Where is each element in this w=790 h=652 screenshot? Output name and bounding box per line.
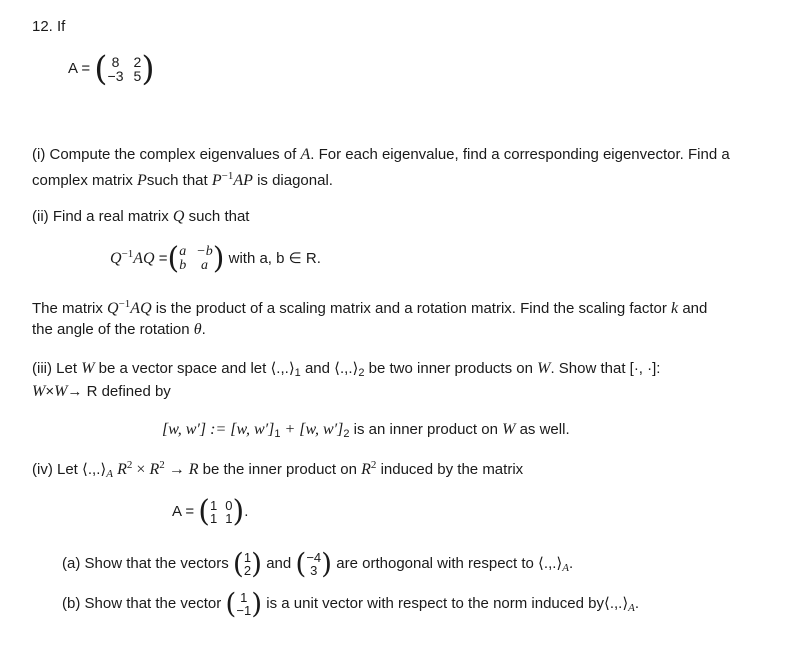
text: (ii) Find a real matrix bbox=[32, 208, 173, 225]
part-i-line-1 bbox=[32, 146, 730, 164]
text: such that bbox=[146, 172, 212, 189]
matrix-A2-cell: 1 bbox=[225, 511, 233, 526]
part-b bbox=[62, 587, 640, 620]
subscript: 1 bbox=[294, 367, 301, 379]
text: and bbox=[262, 554, 296, 572]
text: are orthogonal with respect to ⟨.,.⟩ bbox=[332, 554, 563, 572]
subscript: 2 bbox=[343, 428, 350, 440]
exponent: 2 bbox=[159, 459, 165, 471]
text: (a) Show that the vectors bbox=[62, 554, 233, 572]
text: such that bbox=[184, 208, 250, 225]
text: → bbox=[164, 461, 189, 478]
text: the angle of the rotation bbox=[32, 321, 194, 338]
part-iii-definition bbox=[162, 421, 570, 440]
math-var: A bbox=[300, 146, 311, 163]
math-var: R bbox=[117, 461, 127, 478]
math-var: W bbox=[81, 360, 95, 377]
text: be two inner products on bbox=[364, 360, 538, 377]
math-var: AQ bbox=[130, 300, 152, 317]
scaling-line-2 bbox=[32, 321, 206, 339]
math-var: W bbox=[537, 360, 551, 377]
math-var: θ bbox=[193, 321, 202, 338]
matrix-A2-cell: 1 bbox=[210, 498, 218, 513]
text: . bbox=[634, 594, 640, 612]
text: is diagonal. bbox=[252, 172, 333, 189]
text: is an inner product on bbox=[349, 421, 503, 438]
part-a bbox=[62, 547, 574, 580]
matrix-A: ( 8 2 −3 5 ) bbox=[94, 49, 155, 89]
vector-cell: −4 bbox=[306, 550, 322, 565]
vector-cell: 2 bbox=[243, 563, 252, 578]
text: = bbox=[154, 249, 168, 267]
text: . For each eigenvalue, find a corresponding eigenvector. Find a bbox=[310, 146, 730, 163]
subscript: 2 bbox=[358, 367, 365, 379]
math-var: P bbox=[137, 172, 147, 189]
part-ii-equation bbox=[110, 241, 321, 276]
text: (iii) Let bbox=[32, 360, 82, 377]
part-iii-line-1 bbox=[32, 359, 660, 379]
matrix-A-cell: 8 bbox=[111, 54, 120, 70]
text: → R defined by bbox=[67, 383, 171, 400]
text: with a, b ∈ R. bbox=[224, 249, 321, 267]
vector-cell: 3 bbox=[310, 563, 318, 578]
math-var: P bbox=[211, 172, 222, 189]
part-iii-line-2 bbox=[32, 383, 171, 401]
text: is a unit vector with respect to the norm induced by⟨.,.⟩ bbox=[262, 594, 629, 612]
subscript: A bbox=[106, 468, 113, 480]
part-i-line-2 bbox=[32, 170, 333, 190]
text: × bbox=[132, 461, 150, 478]
math-var: R bbox=[149, 461, 160, 478]
matrix-A-cell: −3 bbox=[107, 68, 124, 84]
exponent: −1 bbox=[118, 298, 131, 310]
exponent: −1 bbox=[121, 247, 134, 260]
exponent: 2 bbox=[370, 459, 377, 471]
vector-cell: 1 bbox=[240, 590, 248, 605]
matrix-A-cell: 5 bbox=[133, 68, 142, 84]
math-expr: + [w, w′] bbox=[280, 421, 344, 438]
subscript: 1 bbox=[274, 428, 281, 440]
exponent: −1 bbox=[221, 170, 234, 182]
math-var: k bbox=[671, 300, 679, 317]
vector-1-2: ( 1 2 ) bbox=[232, 547, 263, 580]
math-var: W bbox=[502, 421, 516, 438]
matrix-A-cell: 2 bbox=[133, 54, 142, 70]
matrix-A-label: A = bbox=[68, 59, 91, 77]
matrix-ab: ( a −b b a ) bbox=[167, 241, 225, 276]
math-var: AP bbox=[233, 172, 253, 189]
math-expr: [w, w′] := [w, w′] bbox=[162, 421, 275, 438]
text: . bbox=[201, 321, 206, 338]
text: induced by the matrix bbox=[376, 461, 524, 478]
matrix-A2-period: . bbox=[244, 502, 249, 520]
matrix-cell: a bbox=[200, 258, 208, 273]
text: as well. bbox=[515, 421, 570, 438]
math-var: Q bbox=[110, 249, 122, 267]
part-ii-line-1 bbox=[32, 208, 249, 226]
math-var: Q bbox=[172, 208, 185, 225]
vector-neg4-3: ( −4 3 ) bbox=[295, 547, 333, 580]
math-var: Q bbox=[107, 300, 119, 317]
math-var: R bbox=[361, 461, 371, 478]
matrix-A2-cell: 1 bbox=[210, 511, 218, 526]
subscript: A bbox=[562, 561, 569, 574]
text: (b) Show that the vector bbox=[62, 594, 226, 612]
text: complex matrix bbox=[32, 172, 138, 189]
exponent: 2 bbox=[126, 459, 133, 471]
text: . bbox=[569, 554, 574, 572]
text: and ⟨.,.⟩ bbox=[300, 360, 359, 377]
matrix-A2-definition bbox=[172, 494, 249, 529]
text: (i) Compute the complex eigenvalues of bbox=[32, 146, 301, 163]
text: is the product of a scaling matrix and a rotation matrix. Find the scaling factor bbox=[151, 300, 672, 317]
matrix-A2: ( 1 0 1 1 ) bbox=[198, 494, 245, 529]
text: (iv) Let ⟨.,.⟩ bbox=[32, 461, 107, 478]
part-iv-line-1 bbox=[32, 459, 523, 480]
math-var: AQ bbox=[133, 249, 155, 267]
matrix-cell: −b bbox=[196, 244, 213, 259]
text: be the inner product on bbox=[198, 461, 362, 478]
subscript: A bbox=[628, 601, 635, 614]
scaling-line-1 bbox=[32, 298, 707, 318]
text: × bbox=[45, 383, 55, 400]
text: be a vector space and let ⟨.,.⟩ bbox=[94, 360, 295, 377]
matrix-A2-label: A = bbox=[172, 502, 195, 520]
math-var: W bbox=[32, 383, 46, 400]
text: . Show that [·, ·]: bbox=[550, 360, 661, 377]
matrix-cell: a bbox=[179, 244, 187, 259]
vector-1-neg1: ( 1 −1 ) bbox=[225, 587, 263, 620]
matrix-cell: b bbox=[179, 258, 187, 273]
math-var: W bbox=[54, 383, 68, 400]
math-var: R bbox=[188, 461, 199, 478]
text: The matrix bbox=[32, 300, 108, 317]
problem-header: 12. If bbox=[32, 18, 66, 35]
matrix-A-definition bbox=[68, 49, 155, 89]
text: and bbox=[678, 300, 708, 317]
vector-cell: 1 bbox=[243, 550, 252, 565]
vector-cell: −1 bbox=[236, 603, 252, 618]
matrix-A2-cell: 0 bbox=[225, 498, 233, 513]
